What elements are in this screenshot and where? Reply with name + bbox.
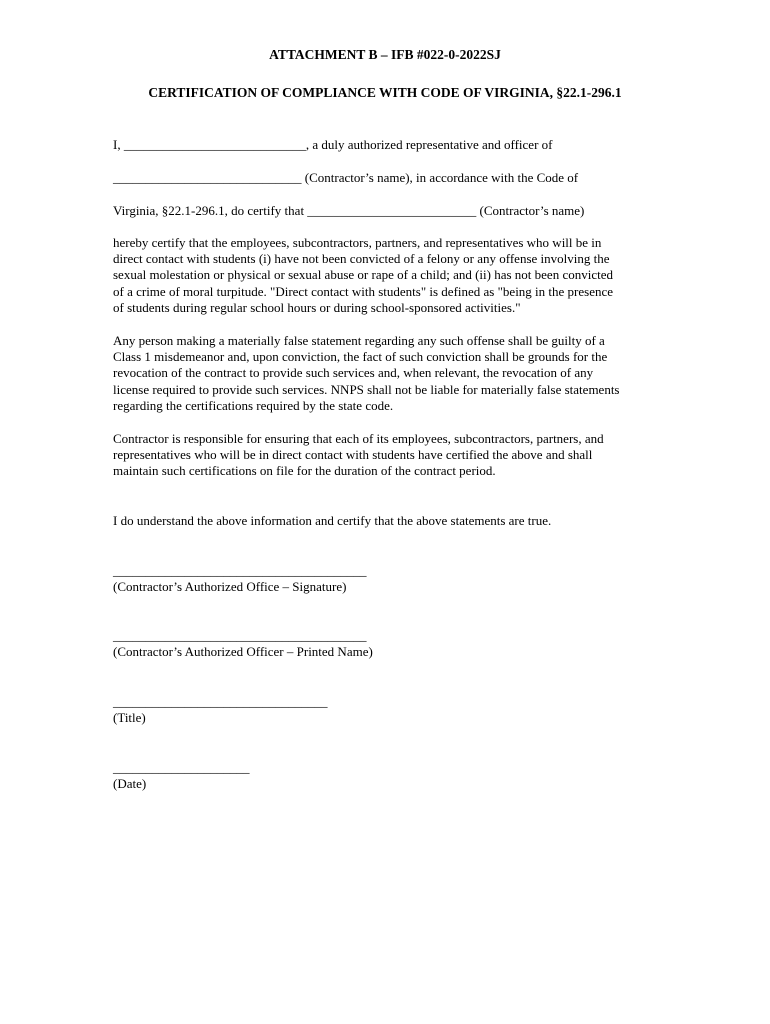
- intro-line-representative: I, ____________________________, a duly authorized representative and officer of: [113, 137, 553, 152]
- paragraph-acknowledgement: I do understand the above information and certify that the above statements are true.: [113, 513, 552, 528]
- paragraph-line: sexual molestation or physical or sexual abuse or rape of a child; and (ii) has not been convicted: [113, 267, 613, 283]
- date-field[interactable]: _____________________: [113, 760, 250, 775]
- paragraph-line: revocation of the contract to provide such services and, when relevant, the revocation of any: [113, 365, 594, 381]
- paragraph-line: of students during regular school hours or during school-sponsored activities.": [113, 299, 521, 315]
- paragraph-line: regarding the certifications required by the state code.: [113, 397, 394, 413]
- paragraph-line: of a crime of moral turpitude. "Direct contact with students" is defined as "being in the presence: [113, 283, 614, 299]
- intro-line-contractor-name: _____________________________ (Contractor’s name), in accordance with the Code of: [113, 170, 579, 185]
- paragraph-line: hereby certify that the employees, subcontractors, partners, and representatives who will be in: [113, 235, 602, 250]
- date-block: [113, 760, 250, 792]
- certification-heading: CERTIFICATION OF COMPLIANCE WITH CODE OF VIRGINIA, §22.1-296.1: [148, 85, 622, 100]
- paragraph-line: direct contact with students (i) have not been convicted of a felony or any offense involving the: [113, 251, 610, 267]
- signature-caption: (Contractor’s Authorized Office – Signature): [113, 579, 347, 594]
- paragraph-line: Class 1 misdemeanor and, upon conviction, the fact of such conviction shall be grounds for the: [113, 349, 608, 365]
- signature-block: [113, 563, 367, 595]
- signature-field[interactable]: _______________________________________: [113, 563, 367, 578]
- paragraph-contractor-responsibility: [113, 431, 658, 480]
- printed-name-field[interactable]: _______________________________________: [113, 628, 367, 643]
- paragraph-line: license required to provide such services. NNPS shall not be liable for materially false statements: [113, 381, 620, 397]
- paragraph-false-statement: [113, 333, 658, 414]
- date-caption: (Date): [113, 776, 147, 791]
- paragraph-line: Contractor is responsible for ensuring that each of its employees, subcontractors, partners, and: [113, 431, 604, 446]
- title-field[interactable]: _________________________________: [113, 694, 328, 709]
- title-caption: (Title): [113, 710, 146, 725]
- title-block: [113, 694, 328, 726]
- intro-line-certify: Virginia, §22.1-296.1, do certify that __________________________ (Contractor’s name): [113, 203, 585, 218]
- printed-name-caption: (Contractor’s Authorized Officer – Printed Name): [113, 644, 373, 659]
- printed-name-block: [113, 628, 373, 660]
- paragraph-line: maintain such certifications on file for the duration of the contract period.: [113, 463, 496, 479]
- attachment-heading: ATTACHMENT B – IFB #022-0-2022SJ: [269, 47, 501, 62]
- paragraph-employee-certification: [113, 235, 658, 316]
- paragraph-line: representatives who will be in direct contact with students have certified the above and shall: [113, 447, 593, 463]
- paragraph-line: Any person making a materially false statement regarding any such offense shall be guilty of a: [113, 333, 605, 348]
